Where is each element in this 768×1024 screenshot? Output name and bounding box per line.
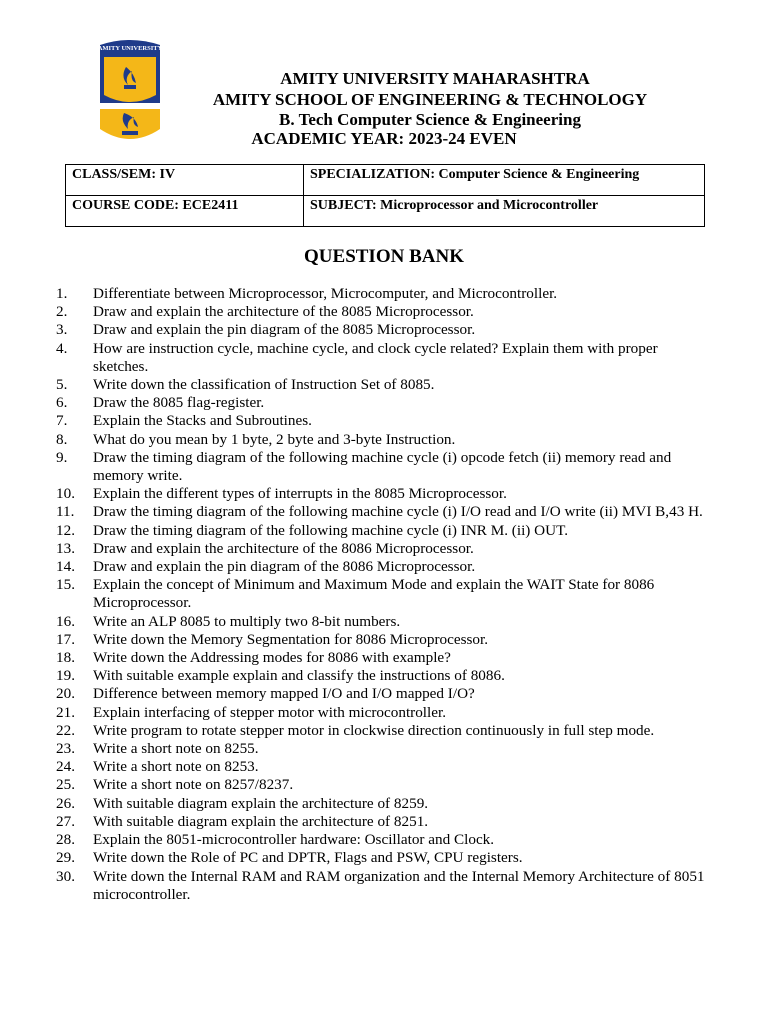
info-row bbox=[66, 196, 705, 227]
question-text: With suitable diagram explain the architecture of 8259. bbox=[93, 794, 429, 812]
question-number: 6. bbox=[56, 394, 68, 412]
question-list bbox=[56, 285, 716, 904]
question-number: 13. bbox=[56, 539, 75, 557]
question-number: 30. bbox=[56, 867, 75, 885]
question-text: Write an ALP 8085 to multiply two 8-bit numbers. bbox=[93, 612, 401, 630]
question-item bbox=[56, 485, 716, 503]
question-number: 25. bbox=[56, 776, 75, 794]
info-row bbox=[66, 165, 705, 196]
university-name: AMITY UNIVERSITY MAHARASHTRA bbox=[280, 69, 590, 88]
question-text: Explain the concept of Minimum and Maximum Mode and explain the WAIT State for 8086 Microprocessor. bbox=[93, 576, 655, 612]
question-item bbox=[56, 704, 716, 722]
question-number: 23. bbox=[56, 740, 75, 758]
question-number: 14. bbox=[56, 558, 75, 576]
question-item bbox=[56, 813, 716, 831]
question-item bbox=[56, 431, 716, 449]
question-item bbox=[56, 631, 716, 649]
question-text: Write a short note on 8255. bbox=[93, 740, 259, 758]
question-item bbox=[56, 340, 716, 376]
question-text: Write down the Addressing modes for 8086 with example? bbox=[93, 649, 451, 667]
question-item bbox=[56, 868, 716, 904]
question-item bbox=[56, 613, 716, 631]
question-item bbox=[56, 503, 716, 521]
question-item bbox=[56, 576, 716, 612]
question-number: 4. bbox=[56, 339, 68, 357]
question-number: 3. bbox=[56, 321, 68, 339]
question-item bbox=[56, 795, 716, 813]
question-item bbox=[56, 649, 716, 667]
question-item bbox=[56, 449, 716, 485]
question-number: 18. bbox=[56, 649, 75, 667]
question-text: Write a short note on 8257/8237. bbox=[93, 776, 294, 794]
question-item bbox=[56, 831, 716, 849]
question-number: 28. bbox=[56, 831, 75, 849]
question-item bbox=[56, 376, 716, 394]
specialization-cell: SPECIALIZATION: Computer Science & Engineering bbox=[304, 165, 705, 196]
question-text: Write a short note on 8253. bbox=[93, 758, 259, 776]
question-item bbox=[56, 849, 716, 867]
question-item bbox=[56, 321, 716, 339]
question-item bbox=[56, 685, 716, 703]
question-text: How are instruction cycle, machine cycle, and clock cycle related? Explain them with proper sketches. bbox=[93, 339, 658, 375]
question-number: 2. bbox=[56, 303, 68, 321]
question-item bbox=[56, 394, 716, 412]
question-number: 10. bbox=[56, 485, 75, 503]
question-number: 9. bbox=[56, 448, 68, 466]
question-number: 19. bbox=[56, 667, 75, 685]
question-text: Draw and explain the architecture of the 8085 Microprocessor. bbox=[93, 303, 474, 321]
question-number: 22. bbox=[56, 721, 75, 739]
subject-cell: SUBJECT: Microprocessor and Microcontroller bbox=[304, 196, 705, 227]
question-number: 24. bbox=[56, 758, 75, 776]
logo-text: AMITY UNIVERSITY bbox=[97, 45, 163, 52]
question-text: Write down the Memory Segmentation for 8086 Microprocessor. bbox=[93, 630, 489, 648]
question-item bbox=[56, 722, 716, 740]
question-text: Draw and explain the architecture of the 8086 Microprocessor. bbox=[93, 539, 474, 557]
question-item bbox=[56, 540, 716, 558]
question-text: Draw and explain the pin diagram of the 8085 Microprocessor. bbox=[93, 321, 476, 339]
question-text: Difference between memory mapped I/O and I/O mapped I/O? bbox=[93, 685, 475, 703]
question-number: 17. bbox=[56, 630, 75, 648]
question-item bbox=[56, 740, 716, 758]
question-text: Draw the timing diagram of the following machine cycle (i) opcode fetch (ii) memory read and memory write. bbox=[93, 448, 672, 485]
question-number: 1. bbox=[56, 285, 68, 302]
question-number: 27. bbox=[56, 812, 75, 830]
program-name: B. Tech Computer Science & Engineering bbox=[279, 110, 581, 129]
question-text: With suitable example explain and classify the instructions of 8086. bbox=[93, 667, 505, 685]
question-text: Explain the different types of interrupts in the 8085 Microprocessor. bbox=[93, 485, 507, 503]
question-number: 20. bbox=[56, 685, 75, 703]
class-sem-cell: CLASS/SEM: IV bbox=[66, 165, 304, 196]
question-number: 26. bbox=[56, 794, 75, 812]
question-number: 7. bbox=[56, 412, 68, 430]
question-text: Draw the 8085 flag-register. bbox=[93, 394, 265, 412]
question-number: 8. bbox=[56, 430, 68, 448]
question-text: With suitable diagram explain the architecture of 8251. bbox=[93, 812, 429, 830]
question-item bbox=[56, 412, 716, 430]
question-number: 21. bbox=[56, 703, 75, 721]
question-item bbox=[56, 758, 716, 776]
question-bank-title: QUESTION BANK bbox=[304, 246, 464, 267]
question-item bbox=[56, 776, 716, 794]
question-text: Draw the timing diagram of the following machine cycle (i) I/O read and I/O write (ii) MVI B,43 H. bbox=[93, 503, 703, 521]
question-item bbox=[56, 285, 716, 303]
question-text: Write down the Role of PC and DPTR, Flags and PSW, CPU registers. bbox=[93, 849, 523, 867]
question-text: Explain the 8051-microcontroller hardware: Oscillator and Clock. bbox=[93, 831, 495, 849]
question-number: 29. bbox=[56, 849, 75, 867]
question-text: Write program to rotate stepper motor in clockwise direction continuously in full step mode. bbox=[93, 721, 655, 739]
question-text: Differentiate between Microprocessor, Microcomputer, and Microcontroller. bbox=[93, 285, 558, 302]
school-name: AMITY SCHOOL OF ENGINEERING & TECHNOLOGY bbox=[212, 90, 648, 109]
question-text: What do you mean by 1 byte, 2 byte and 3-byte Instruction. bbox=[93, 430, 456, 448]
question-text: Explain interfacing of stepper motor with microcontroller. bbox=[93, 703, 447, 721]
question-item bbox=[56, 667, 716, 685]
question-number: 15. bbox=[56, 576, 75, 594]
question-number: 11. bbox=[56, 503, 75, 521]
question-item bbox=[56, 558, 716, 576]
question-number: 5. bbox=[56, 376, 68, 394]
question-item bbox=[56, 303, 716, 321]
question-text: Draw the timing diagram of the following machine cycle (i) INR M. (ii) OUT. bbox=[93, 521, 569, 539]
question-text: Write down the Internal RAM and RAM organization and the Internal Memory Architecture of 8051 microcontroller. bbox=[93, 867, 705, 903]
amity-logo bbox=[94, 37, 166, 149]
question-text: Write down the classification of Instruction Set of 8085. bbox=[93, 376, 435, 394]
academic-year: ACADEMIC YEAR: 2023-24 EVEN bbox=[251, 129, 517, 148]
question-item bbox=[56, 522, 716, 540]
question-text: Draw and explain the pin diagram of the 8086 Microprocessor. bbox=[93, 558, 476, 576]
question-number: 16. bbox=[56, 612, 75, 630]
course-code-cell: COURSE CODE: ECE2411 bbox=[66, 196, 304, 227]
question-text: Explain the Stacks and Subroutines. bbox=[93, 412, 312, 430]
question-number: 12. bbox=[56, 521, 75, 539]
course-info-table bbox=[65, 164, 705, 227]
